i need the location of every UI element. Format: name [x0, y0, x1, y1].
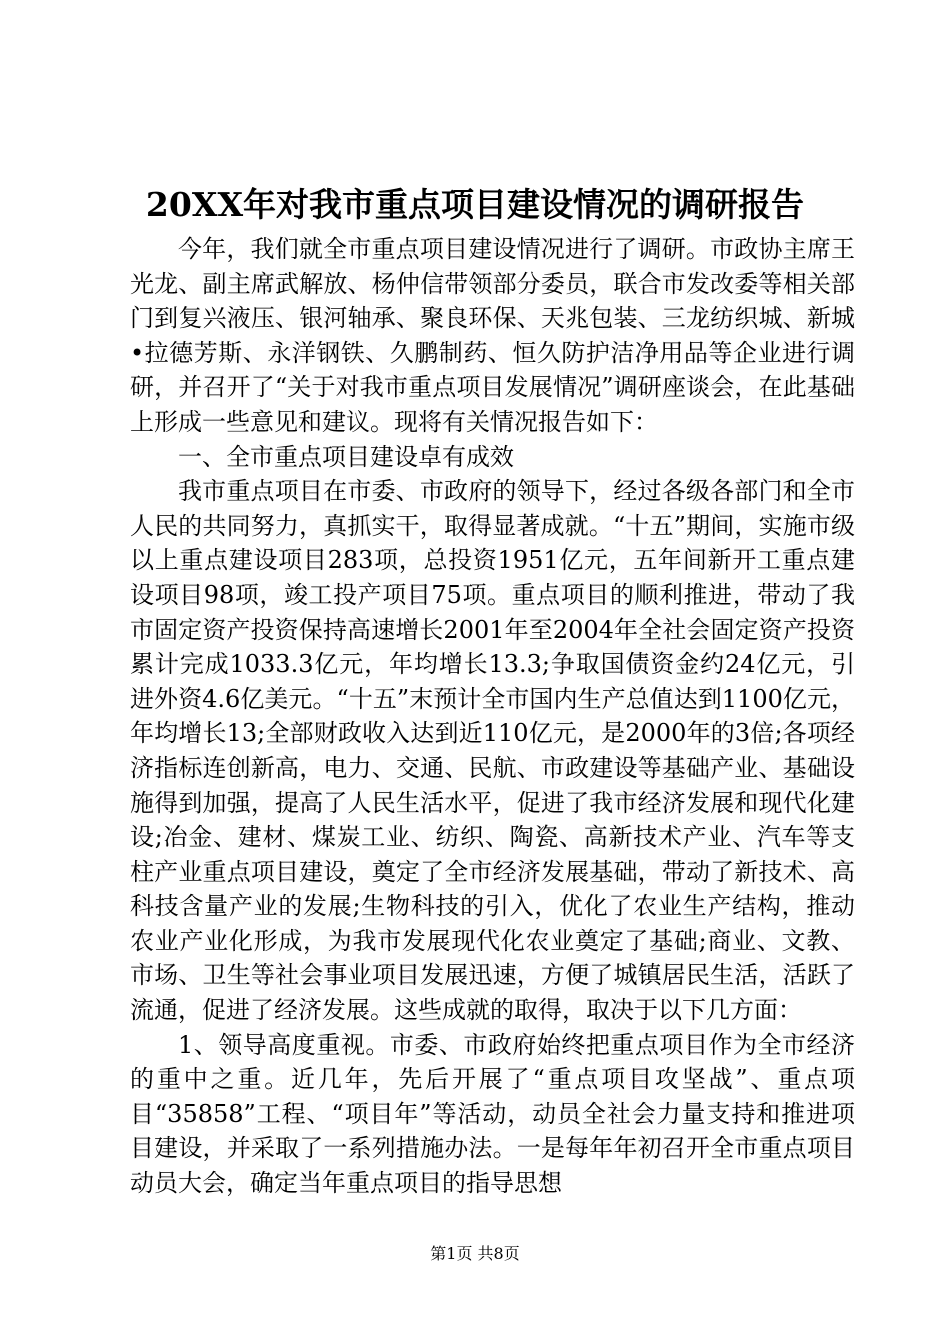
paragraph-intro: 今年，我们就全市重点项目建设情况进行了调研。市政协主席王光龙、副主席武解放、杨仲信带领部分委员，联合市发改委等相关部门到复兴液压、银河轴承、聚良环保、天兆包装、三龙纺织城、新城•拉德芳斯、永洋钢铁、久鹏制药、恒久防护洁净用品等企业进行调研，并召开了“关于对我市重点项目发展情况”调研座谈会，在此基础上形成一些意见和建议。现将有关情况报告如下：	[130, 235, 855, 436]
section-heading-1: 一、全市重点项目建设卓有成效	[178, 442, 514, 471]
paragraph-leadership: 1、领导高度重视。市委、市政府始终把重点项目作为全市经济的重中之重。近几年，先后开展了“重点项目攻坚战”、重点项目“35858”工程、“项目年”等活动，动员全社会力量支持和推进项目建设，并采取了一系列措施办法。一是每年年初召开全市重点项目动员大会，确定当年重点项目的指导思想	[130, 1030, 855, 1198]
document-title: 20XX年对我市重点项目建设情况的调研报告	[145, 185, 805, 224]
page-footer: 第1页 共8页	[430, 1244, 520, 1263]
paragraph-achievements: 我市重点项目在市委、市政府的领导下，经过各级各部门和全市人民的共同努力，真抓实干，取得显著成就。“十五”期间，实施市级以上重点建设项目283项，总投资1951亿元，五年间新开工重点建设项目98项，竣工投产项目75项。重点项目的顺利推进，带动了我市固定资产投资保持高速增长2001年至2004年全社会固定资产投资累计完成1033.3亿元，年均增长13.3;争取国债资金约24亿元，引进外资4.6亿美元。“十五”末预计全市国内生产总值达到1100亿元，年均增长13;全部财政收入达到近110亿元，是2000年的3倍;各项经济指标连创新高，电力、交通、民航、市政建设等基础产业、基础设施得到加强，提高了人民生活水平，促进了我市经济发展和现代化建设;冶金、建材、煤炭工业、纺织、陶瓷、高新技术产业、汽车等支柱产业重点项目建设，奠定了全市经济发展基础，带动了新技术、高科技含量产业的发展;生物科技的引入，优化了农业生产结构，推动农业产业化形成，为我市发展现代化农业奠定了基础;商业、文教、市场、卫生等社会事业项目发展迅速，方便了城镇居民生活，活跃了流通，促进了经济发展。这些成就的取得，取决于以下几方面：	[130, 477, 855, 1025]
document-body	[130, 232, 855, 1201]
